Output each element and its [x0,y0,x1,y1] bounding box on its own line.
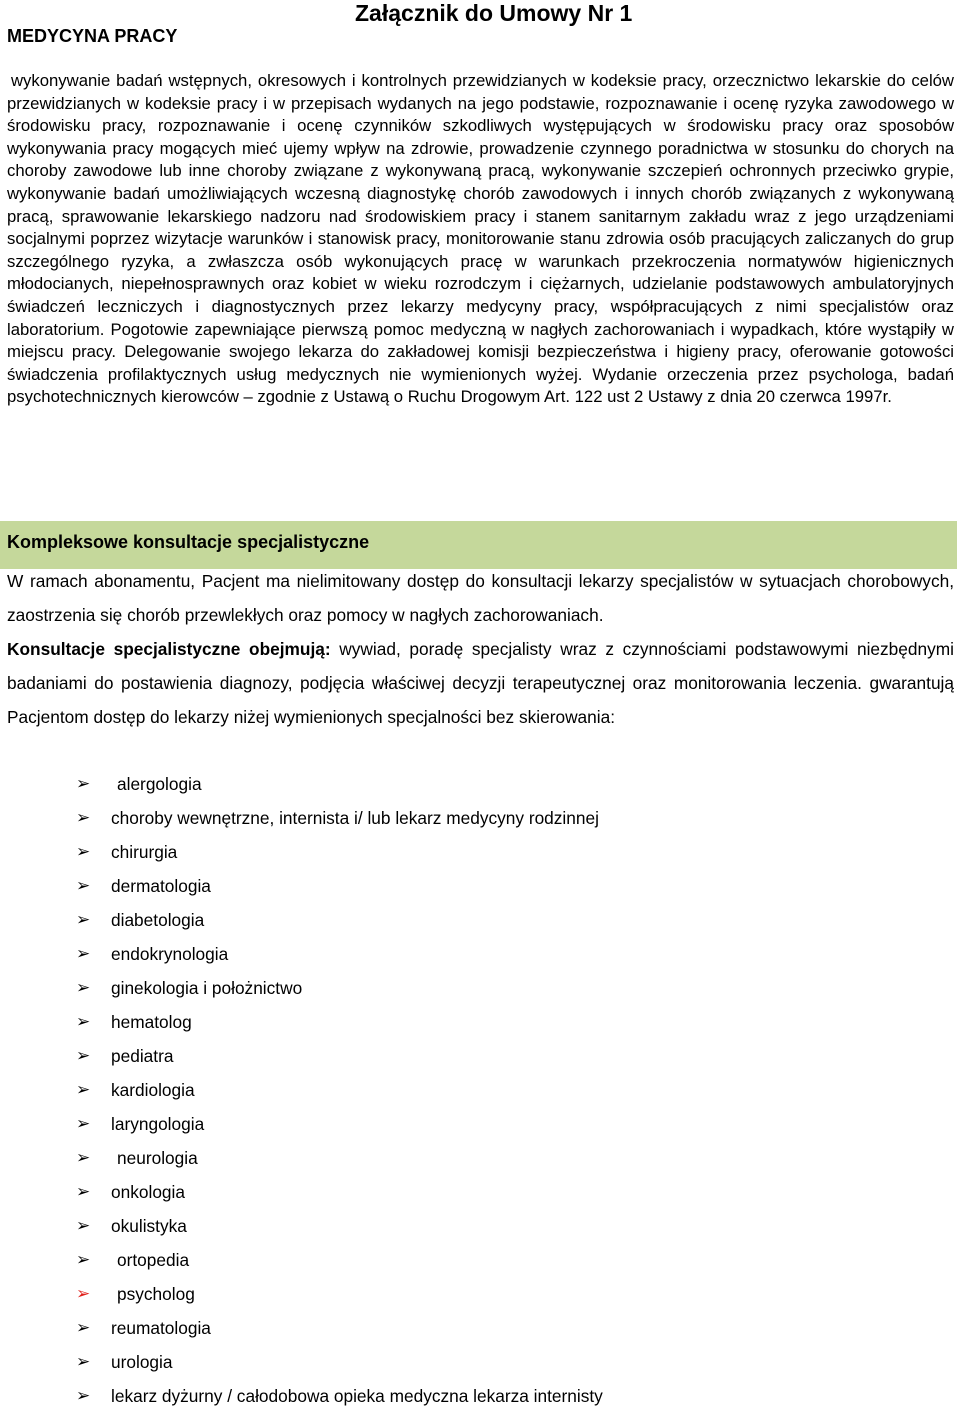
arrow-bullet-icon: ➢ [76,1012,91,1032]
occupational-medicine-text: wykonywanie badań wstępnych, okresowych i kontrolnych przewidzianych w kodeksie pracy, orzecznictwo lekarskie do celów przewidzianych w kodeksie pracy i w przepisach wydanych na jego podstawie, rozpoznawanie i ocenę ryzyka zawodowego w środowisku pracy, rozpoznawanie i ocenę czynników szkodliwych występujących w środowisku pracy oraz sposobów wykonywania pracy mogących mieć ujemy wpływ na zdrowie, prowadzenie czynnego poradnictwa w stosunku do chorych na choroby zawodowe lub inne choroby związane z wykonywaną pracą, wykonywanie szczepień ochronnych przeciwko grypie, wykonywanie badań umożliwiających wczesną diagnostykę chorób zawodowych i innych chorób związanych z wykonywaną pracą, sprawowanie lekarskiego nadzoru nad środowiskiem pracy i stanem sanitarnym zakładu wraz z jego urządzeniami socjalnymi poprzez wizytacje warunków i stanowisk pracy, monitorowanie stanu zdrowia osób pracujących zaliczanych do grup szczególnego ryzyka, a zwłaszcza osób wykonujących pracę w warunkach przekroczenia normatywów higienicznych młodocianych, niepełnosprawnych oraz kobiet w wieku rozrodczym i ciężarnych, udzielanie podstawowych ambulatoryjnych świadczeń leczniczych i diagnostycznych przez lekarzy medycyny pracy, współpracujących z nimi specjalistów oraz laboratorium. Pogotowie zapewniające pierwszą pomoc medyczną w nagłych zachorowaniach i wypadkach, które wystąpiły w miejscu pracy. Delegowanie swojego lekarza do zakładowej komisji bezpieczeństwa i higieny pracy, oferowanie gotowości świadczenia profilaktycznych usług medycznych nie wymienionych wyżej. Wydanie orzeczenia przez psychologa, badań psychotechnicznych kierowców – zgodnie z Ustawą o Ruchu Drogowym Art. 122 ust 2 Ustawy z dnia 20 czerwca 1997r. [7,71,954,407]
section-title: MEDYCYNA PRACY [7,26,178,46]
specialty-label: lekarz dyżurny / całodobowa opieka medyczna lekarza internisty [111,1386,603,1406]
consultations-scope-label: Konsultacje specjalistyczne obejmują: [7,639,331,659]
specialty-label: ortopedia [117,1250,190,1270]
specialty-label: endokrynologia [111,944,229,964]
arrow-bullet-icon: ➢ [76,1216,91,1236]
arrow-bullet-icon: ➢ [76,876,91,896]
consultations-description [7,564,954,734]
specialty-label: dermatologia [111,876,211,896]
specialty-label: alergologia [117,774,202,794]
page-title: Załącznik do Umowy Nr 1 [355,0,633,26]
arrow-bullet-icon: ➢ [76,842,91,862]
specialty-label: psycholog [117,1284,195,1304]
consultations-intro: W ramach abonamentu, Pacjent ma nielimitowany dostęp do konsultacji lekarzy specjalistów w sytuacjach chorobowych, zaostrzenia się chorób przewlekłych oraz pomocy w nagłych zachorowaniach. [7,571,954,625]
specialty-label: ginekologia i położnictwo [111,978,303,998]
arrow-bullet-icon: ➢ [76,1080,91,1100]
arrow-bullet-icon: ➢ [76,1114,91,1134]
specialty-label: okulistyka [111,1216,187,1236]
arrow-bullet-icon: ➢ [76,1352,91,1372]
consultations-scope-text: wywiad, poradę specjalisty wraz z czynnościami podstawowymi niezbędnymi badaniami do postawienia diagnozy, podjęcia właściwej decyzji terapeutycznej oraz monitorowania leczenia. gwarantują Pacjentom dostęp do lekarzy niżej wymienionych specjalności bez skierowania: [7,639,954,727]
arrow-bullet-icon: ➢ [76,774,91,794]
arrow-bullet-icon: ➢ [76,1250,91,1270]
arrow-bullet-icon: ➢ [76,1046,91,1066]
arrow-bullet-icon: ➢ [76,1148,91,1168]
specialty-label: pediatra [111,1046,174,1066]
specialty-label: hematolog [111,1012,192,1032]
specialty-label: onkologia [111,1182,185,1202]
arrow-bullet-icon: ➢ [76,910,91,930]
specialty-label: kardiologia [111,1080,195,1100]
consultations-heading: Kompleksowe konsultacje specjalistyczne [7,532,370,552]
occupational-medicine-description [7,70,954,409]
arrow-bullet-icon: ➢ [76,1386,91,1406]
consultations-heading-band [0,521,957,569]
arrow-bullet-icon: ➢ [76,1318,91,1338]
arrow-bullet-icon: ➢ [76,808,91,828]
specialty-label: neurologia [117,1148,198,1168]
arrow-bullet-icon: ➢ [76,978,91,998]
specialty-label: urologia [111,1352,173,1372]
specialty-label: diabetologia [111,910,205,930]
specialty-label: chirurgia [111,842,178,862]
arrow-bullet-icon: ➢ [76,1182,91,1202]
specialty-label: laryngologia [111,1114,205,1134]
arrow-bullet-icon: ➢ [76,944,91,964]
specialty-label: reumatologia [111,1318,211,1338]
specialty-label: choroby wewnętrzne, internista i/ lub lekarz medycyny rodzinnej [111,808,599,828]
arrow-bullet-icon: ➢ [76,1284,91,1304]
